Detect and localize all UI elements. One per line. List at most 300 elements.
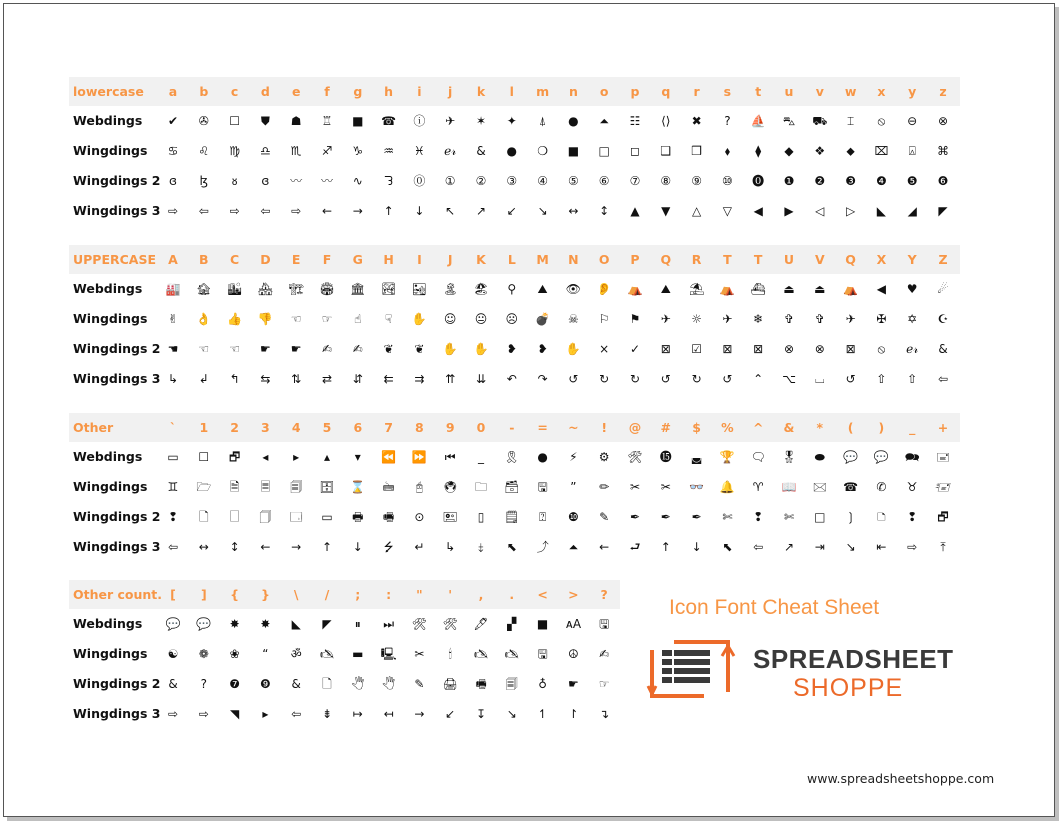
glyph-icon: ✒	[660, 510, 671, 524]
glyph-icon: ✒	[691, 510, 702, 524]
glyph-icon: ■	[567, 144, 580, 158]
glyph-icon: ⚡	[569, 450, 578, 464]
key-label: T	[723, 252, 732, 267]
key-label: [	[170, 587, 176, 602]
key-label: V	[814, 252, 825, 267]
glyph-icon: 🗌	[229, 510, 240, 524]
glyph-icon: ◀	[753, 204, 763, 218]
key-label: m	[536, 84, 550, 99]
key-label: 2	[230, 420, 239, 435]
glyph-icon: 🖂	[812, 480, 827, 494]
glyph-icon: ”	[570, 480, 577, 494]
key-label: a	[168, 84, 178, 99]
key-label: l	[509, 84, 514, 99]
glyph-icon: ✋	[473, 342, 489, 356]
font-row	[69, 334, 960, 364]
glyph-icon: ▞	[507, 617, 517, 631]
glyph-icon: 🗔	[289, 510, 303, 524]
glyph-icon: ↖	[445, 204, 456, 218]
glyph-section	[69, 413, 960, 562]
glyph-icon: ⇦	[198, 204, 209, 218]
glyph-icon: ◣	[291, 617, 301, 631]
glyph-icon: 📖	[781, 480, 797, 494]
glyph-icon: ❶	[783, 174, 795, 188]
glyph-icon: 👎	[257, 312, 273, 326]
glyph-icon: 🕯	[448, 647, 452, 661]
key-label: 1	[199, 420, 209, 435]
glyph-icon: ⛱	[688, 282, 705, 296]
glyph-icon: ☜	[290, 312, 302, 326]
glyph-icon: ☹	[505, 312, 519, 326]
glyph-icon: 🛠	[411, 617, 427, 631]
font-name-label: Wingdings	[73, 479, 148, 494]
glyph-icon: ②	[475, 174, 487, 188]
key-label: J	[447, 252, 453, 267]
glyph-icon: ◆	[784, 144, 794, 158]
glyph-icon: ☜	[229, 342, 240, 356]
glyph-icon: ❥	[537, 342, 548, 356]
glyph-icon: ⏮	[444, 450, 456, 464]
glyph-icon: ☟	[384, 312, 393, 326]
glyph-icon: ✋	[411, 312, 427, 326]
glyph-icon: ①	[444, 174, 456, 188]
glyph-icon: ♊	[167, 480, 179, 494]
glyph-icon: ↻	[691, 372, 702, 386]
glyph-icon: 🗎	[229, 480, 240, 494]
glyph-icon: 🖲	[442, 480, 458, 494]
glyph-icon: ✦	[506, 114, 517, 128]
glyph-icon: ↿	[537, 707, 548, 721]
glyph-icon: ♐	[321, 144, 333, 158]
glyph-icon: ⌛	[350, 480, 366, 494]
glyph-icon: 🗐	[505, 677, 518, 691]
font-row	[69, 639, 620, 669]
key-label: %	[721, 420, 734, 435]
glyph-icon: ⇨	[229, 204, 240, 218]
glyph-icon: ⤈	[478, 540, 484, 554]
glyph-icon: 🖅	[935, 480, 951, 494]
glyph-icon: ⇈	[445, 372, 456, 386]
glyph-icon: 🗒	[504, 510, 520, 524]
glyph-icon: ↲	[198, 372, 209, 386]
glyph-icon: ♈	[752, 480, 764, 494]
key-label: o	[599, 84, 609, 99]
glyph-icon: ▷	[845, 204, 856, 218]
glyph-icon: ⇦	[753, 540, 764, 554]
glyph-icon: ●	[568, 114, 579, 128]
glyph-icon: ❳	[845, 510, 856, 524]
glyph-icon: ▾	[354, 450, 361, 464]
glyph-icon: 💬	[196, 617, 212, 631]
glyph-icon: ⇇	[383, 372, 394, 386]
glyph-icon: ⇟	[321, 707, 333, 721]
font-name-label: Webdings	[73, 281, 143, 296]
glyph-icon: 🖳	[380, 647, 397, 661]
key-label: Z	[938, 252, 948, 267]
glyph-icon: ⛊	[260, 114, 270, 128]
glyph-icon: 🖶	[352, 510, 364, 524]
key-label: Y	[907, 252, 917, 267]
glyph-icon: ⇤	[876, 540, 887, 554]
key-label: u	[784, 84, 794, 99]
glyph-icon: ◁	[815, 204, 825, 218]
glyph-icon: ↤	[383, 707, 394, 721]
glyph-icon: ⍰	[538, 510, 547, 524]
glyph-icon: ♏	[290, 144, 302, 158]
glyph-icon: ✆	[876, 480, 887, 494]
glyph-icon: ⊠	[722, 342, 733, 356]
glyph-icon: 🖎	[319, 647, 335, 661]
section-header-label: lowercase	[73, 84, 144, 99]
font-name-label: Wingdings 2	[73, 341, 161, 356]
glyph-icon: 🗋	[322, 677, 332, 691]
glyph-icon: ↺	[845, 372, 856, 386]
section-header-row	[69, 77, 960, 106]
key-label: r	[693, 84, 700, 99]
font-row	[69, 472, 960, 502]
glyph-icon: 🗄	[319, 480, 335, 494]
glyph-icon: ⛰	[660, 282, 671, 296]
key-label: <	[537, 587, 548, 602]
glyph-icon: ↻	[629, 372, 641, 386]
glyph-icon: ♋	[167, 144, 179, 158]
glyph-icon: ɞ	[169, 174, 177, 188]
glyph-icon: ⏏	[783, 282, 795, 296]
glyph-icon: ❢	[753, 510, 764, 524]
key-label: -	[509, 420, 515, 435]
glyph-icon: ↷	[537, 372, 548, 386]
glyph-icon: 🏆	[719, 450, 735, 464]
glyph-icon: ✈	[660, 312, 671, 326]
glyph-icon: 🏗	[288, 282, 304, 296]
page-shadow-right	[1055, 7, 1059, 821]
glyph-icon: ✄	[722, 510, 733, 524]
glyph-icon: ☐	[198, 450, 210, 464]
glyph-icon: 👌	[196, 312, 212, 326]
glyph-icon: ❦	[414, 342, 425, 356]
key-label: $	[692, 420, 701, 435]
glyph-icon: ❍	[537, 144, 548, 158]
glyph-icon: ✍	[599, 647, 610, 661]
glyph-icon: ✂	[660, 480, 671, 494]
key-label: (	[847, 420, 854, 435]
glyph-icon: ❒	[691, 144, 702, 158]
key-label: 3	[261, 420, 270, 435]
glyph-icon: →	[352, 204, 363, 218]
glyph-icon: ↑	[383, 204, 394, 218]
glyph-icon: ⭍	[383, 540, 394, 554]
glyph-icon: ♉	[906, 480, 918, 494]
glyph-icon: 〰	[320, 174, 333, 188]
glyph-icon: ∿	[352, 174, 363, 188]
glyph-icon: ⤒	[940, 540, 946, 554]
glyph-icon: 🏟	[319, 282, 335, 296]
font-name-label: Webdings	[73, 449, 143, 464]
font-row	[69, 196, 960, 226]
glyph-icon: ⊗	[783, 342, 795, 356]
glyph-icon: &	[168, 677, 178, 691]
glyph-icon: ⊗	[937, 114, 949, 128]
glyph-icon: ▯	[477, 510, 485, 524]
glyph-icon: 💬	[165, 617, 181, 631]
glyph-icon: ✒	[629, 510, 641, 524]
key-label: 5	[322, 420, 332, 435]
glyph-icon: ↳	[445, 540, 456, 554]
page-shadow-bottom	[7, 817, 1059, 821]
glyph-icon: 🏭	[165, 282, 181, 296]
glyph-icon: 🏚	[196, 282, 212, 296]
glyph-icon: ⇨	[167, 204, 179, 218]
glyph-icon: ◤	[938, 204, 948, 218]
glyph-icon: ↓	[691, 540, 702, 554]
glyph-icon: ⌴	[814, 372, 825, 386]
glyph-icon: ❥	[506, 342, 517, 356]
glyph-icon: ↺	[660, 372, 671, 386]
glyph-icon: ❻	[937, 174, 949, 188]
glyph-icon: 🗗	[228, 450, 241, 464]
glyph-icon: ⤴	[536, 540, 549, 554]
glyph-icon: ✔	[167, 114, 179, 128]
glyph-icon: 🏞	[380, 282, 397, 296]
glyph-icon: 👁	[565, 282, 581, 296]
key-label: p	[630, 84, 640, 99]
glyph-icon: ⇥	[814, 540, 825, 554]
glyph-icon: 🗁	[196, 480, 212, 494]
key-label: G	[352, 252, 363, 267]
glyph-icon: ⊠	[660, 342, 671, 356]
glyph-icon: ❑	[660, 144, 672, 158]
glyph-icon: 🗅	[877, 510, 886, 524]
key-label: z	[939, 84, 947, 99]
glyph-icon: ☝	[354, 312, 362, 326]
glyph-icon: ↔	[568, 204, 579, 218]
font-row	[69, 442, 960, 472]
key-label: C	[230, 252, 240, 267]
key-label: D	[260, 252, 271, 267]
key-label: \	[293, 587, 299, 602]
key-label: !	[601, 420, 608, 435]
key-label: j	[448, 84, 453, 99]
glyph-icon: ⚙	[598, 450, 610, 464]
glyph-icon: ⚐	[598, 312, 610, 326]
key-label: A	[168, 252, 178, 267]
glyph-icon: □	[814, 510, 826, 524]
glyph-icon: ♁	[538, 677, 547, 691]
glyph-icon: ↙	[506, 204, 517, 218]
font-row	[69, 274, 960, 304]
glyph-icon: ●	[506, 144, 518, 158]
glyph-icon: ⊗	[814, 342, 825, 356]
glyph-icon: ⑥	[598, 174, 610, 188]
key-label: {	[230, 587, 240, 602]
glyph-icon: ☚	[167, 342, 179, 356]
glyph-icon: ✇	[198, 114, 209, 128]
glyph-icon: ⇦	[167, 540, 179, 554]
key-label: &	[783, 420, 795, 435]
key-label: ,	[478, 587, 484, 602]
glyph-icon: 🏝	[442, 282, 458, 296]
glyph-icon: ↘	[845, 540, 856, 554]
key-label: Q	[845, 252, 856, 267]
key-label: d	[260, 84, 270, 99]
glyph-icon: 👍	[227, 312, 243, 326]
glyph-icon: ⬉	[722, 540, 733, 554]
section-header-row	[69, 580, 620, 609]
glyph-icon: 🗐	[290, 480, 303, 494]
glyph-icon: ⇦	[260, 204, 271, 218]
key-label: Q	[660, 252, 672, 267]
glyph-icon: ✸	[260, 617, 271, 631]
key-label: q	[661, 84, 671, 99]
glyph-icon: ⬉	[506, 540, 517, 554]
glyph-icon: ɮ	[199, 174, 209, 188]
glyph-icon: ⬥	[846, 144, 855, 158]
glyph-icon: ↔	[198, 540, 209, 554]
glyph-icon: ⇨	[198, 707, 209, 721]
glyph-icon: →	[291, 540, 302, 554]
glyph-icon: ⏶	[599, 114, 609, 128]
glyph-icon: ⌃	[753, 372, 764, 386]
glyph-icon: ⚑	[629, 312, 641, 326]
glyph-icon: ✂	[414, 647, 425, 661]
key-label: "	[416, 587, 423, 602]
glyph-icon: ⊖	[907, 114, 918, 128]
glyph-icon: &	[476, 144, 486, 158]
glyph-icon: ✞	[814, 312, 825, 326]
glyph-icon: ↺	[568, 372, 579, 386]
glyph-icon: ♖	[321, 114, 333, 128]
glyph-icon: _	[478, 450, 484, 464]
glyph-icon: ⛟	[812, 114, 828, 128]
glyph-icon: 🗪	[904, 450, 920, 464]
glyph-icon: ⌥	[782, 372, 796, 386]
glyph-icon: 🗃	[504, 480, 520, 494]
key-label: i	[417, 84, 422, 99]
glyph-icon: ⛴	[750, 282, 766, 296]
glyph-icon: ✞	[783, 312, 795, 326]
glyph-icon: ◤	[322, 617, 332, 631]
glyph-section	[69, 245, 960, 394]
glyph-icon: ❁	[198, 647, 209, 661]
glyph-icon: ↘	[537, 204, 548, 218]
glyph-icon: ↘	[506, 707, 517, 721]
key-label: g	[353, 84, 363, 99]
glyph-icon: ☼	[691, 312, 702, 326]
glyph-icon: ⛵	[750, 114, 766, 128]
glyph-icon: ⑨	[691, 174, 702, 188]
glyph-icon: ⌘	[937, 144, 949, 158]
glyph-icon: ⇅	[291, 372, 302, 386]
glyph-icon: ▽	[722, 204, 732, 218]
glyph-icon: ⑤	[568, 174, 579, 188]
glyph-icon: ♑	[352, 144, 364, 158]
glyph-icon: ⬧	[724, 144, 731, 158]
key-label: n	[568, 84, 578, 99]
glyph-icon: 💣	[535, 312, 551, 326]
glyph-icon: ☐	[229, 114, 240, 128]
glyph-icon: ↑	[321, 540, 333, 554]
key-label: v	[815, 84, 824, 99]
glyph-icon: ③	[506, 174, 518, 188]
glyph-icon: ✋	[565, 342, 581, 356]
key-label: O	[598, 252, 610, 267]
key-label: E	[291, 252, 301, 267]
glyph-icon: 🛠	[442, 617, 458, 631]
glyph-icon: ■	[352, 114, 364, 128]
glyph-icon: 💬	[843, 450, 859, 464]
font-name-label: Wingdings 3	[73, 539, 161, 554]
glyph-icon: ✈	[845, 312, 856, 326]
glyph-icon: ⇨	[167, 707, 179, 721]
key-label: f	[324, 84, 330, 99]
glyph-icon: ⇧	[907, 372, 918, 386]
glyph-icon: 🔔	[719, 480, 735, 494]
glyph-icon: 🏙	[226, 282, 243, 296]
glyph-icon: 👓	[689, 480, 705, 494]
key-label: 0	[476, 420, 486, 435]
glyph-icon: ⌶	[846, 114, 855, 128]
glyph-icon: ⛰	[537, 282, 548, 296]
glyph-icon: ☛	[568, 677, 579, 691]
glyph-icon: ⇦	[291, 707, 302, 721]
glyph-icon: ↵	[414, 540, 425, 554]
glyph-icon: ☯	[167, 647, 179, 661]
key-label: 4	[291, 420, 301, 435]
font-name-label: Wingdings 3	[73, 203, 161, 218]
glyph-icon: ☞	[598, 677, 610, 691]
glyph-icon: ❿	[568, 510, 579, 524]
glyph-icon: ↕	[229, 540, 240, 554]
glyph-icon: ☑	[691, 342, 702, 356]
key-label: /	[324, 587, 330, 602]
glyph-icon: ▭	[321, 510, 333, 524]
glyph-icon: ⏏	[814, 282, 826, 296]
glyph-icon: ☪	[937, 312, 949, 326]
glyph-icon: ⦸	[877, 114, 886, 128]
glyph-icon: 🖷	[475, 677, 487, 691]
key-label: k	[476, 84, 486, 99]
glyph-icon: ▭	[167, 450, 179, 464]
key-label: @	[628, 420, 642, 435]
glyph-icon: 🏛	[350, 282, 366, 296]
glyph-icon: ♥	[906, 282, 918, 296]
glyph-icon: 🗨	[750, 450, 766, 464]
glyph-icon: ◣	[876, 204, 886, 218]
glyph-icon: ☎	[381, 114, 397, 128]
glyph-icon: 🗗	[937, 510, 949, 524]
key-label: *	[816, 420, 824, 435]
glyph-icon: &	[938, 342, 948, 356]
sheet-title: Icon Font Cheat Sheet	[669, 596, 880, 619]
glyph-icon: ⛍	[782, 114, 796, 128]
glyph-icon: ☜	[198, 342, 210, 356]
glyph-icon: ▸	[293, 450, 300, 464]
glyph-icon: 🖷	[382, 510, 395, 524]
font-name-label: Wingdings	[73, 311, 148, 326]
glyph-icon: ☺	[443, 312, 457, 326]
glyph-icon: ⑦	[629, 174, 641, 188]
glyph-icon: ✏	[599, 480, 610, 494]
glyph-icon: ⛺	[843, 282, 859, 296]
glyph-icon: 🖫	[537, 480, 548, 494]
glyph-icon: ◻	[630, 144, 640, 158]
glyph-icon: ⊠	[753, 342, 764, 356]
glyph-section	[69, 580, 620, 729]
glyph-icon: ▼	[661, 204, 671, 218]
key-label: _	[909, 420, 916, 435]
glyph-icon: ♓	[414, 144, 425, 158]
glyph-icon: 🎖	[781, 450, 797, 464]
